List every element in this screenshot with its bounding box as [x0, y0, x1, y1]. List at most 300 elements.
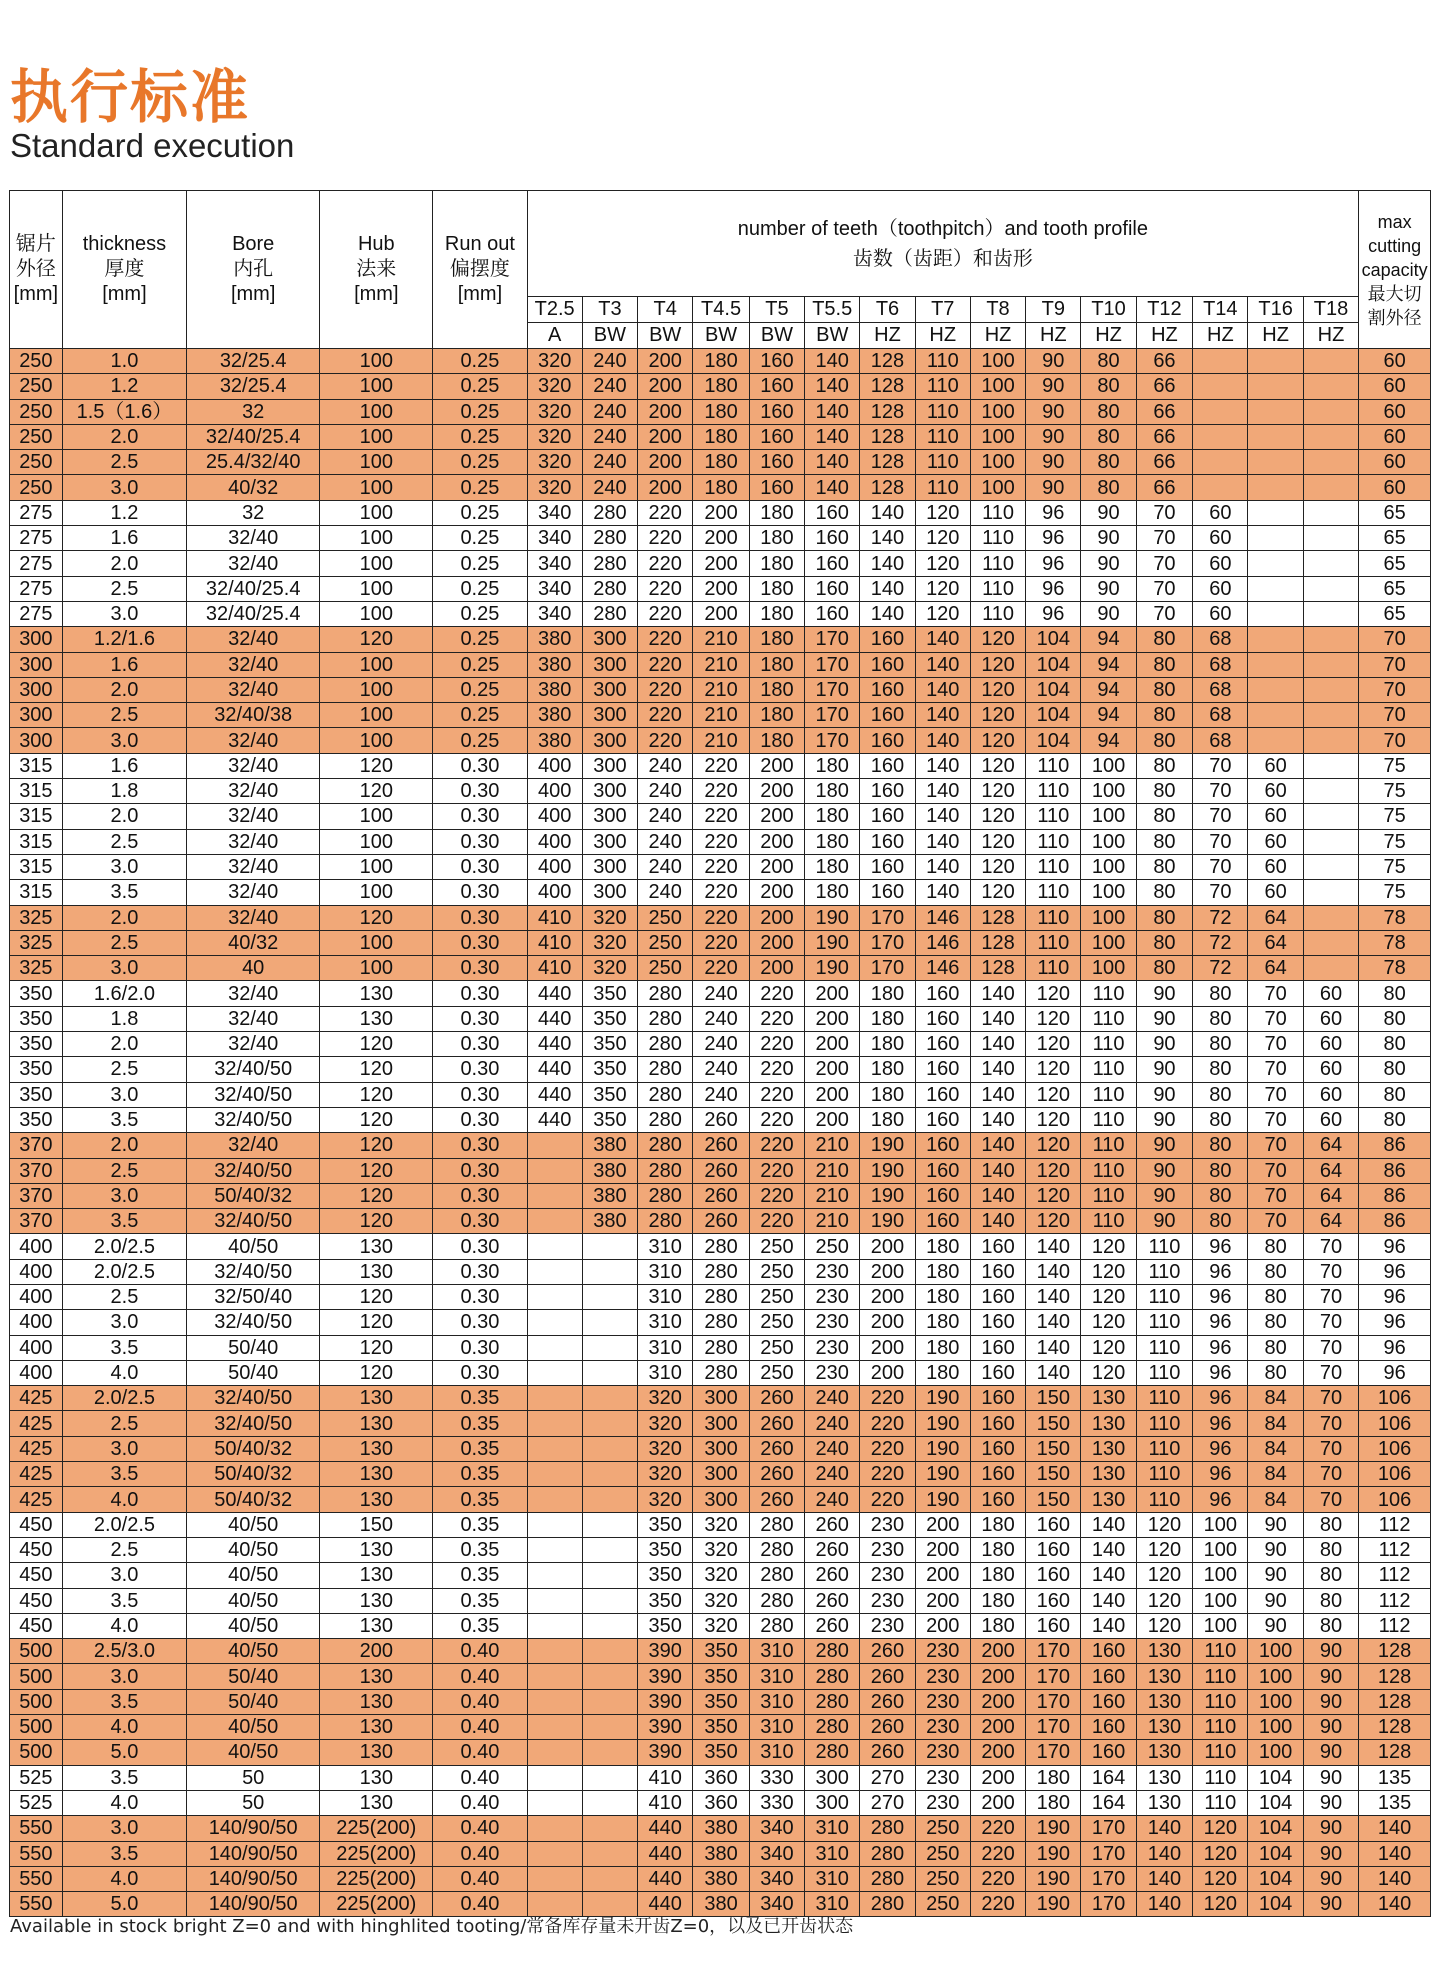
table-cell: 60 — [1193, 551, 1248, 576]
table-cell: 160 — [1026, 1563, 1081, 1588]
table-cell: 270 — [860, 1765, 915, 1790]
profile-header: BW — [749, 323, 804, 349]
table-cell: 250 — [749, 1284, 804, 1309]
table-cell: 120 — [320, 1310, 433, 1335]
table-cell: 180 — [693, 374, 750, 399]
table-cell: 3.0 — [62, 1436, 186, 1461]
table-row — [10, 1715, 1431, 1740]
table-cell: 94 — [1081, 728, 1136, 753]
table-cell — [1303, 703, 1358, 728]
table-cell: 380 — [527, 677, 582, 702]
table-cell: 66 — [1136, 349, 1193, 374]
table-cell: 90 — [1026, 424, 1081, 449]
table-cell: 80 — [1193, 1032, 1248, 1057]
header-capacity: max cutting capacity 最大切 割外径 — [1359, 191, 1431, 349]
table-cell: 230 — [915, 1689, 970, 1714]
table-cell: 100 — [320, 804, 433, 829]
table-cell: 340 — [527, 551, 582, 576]
table-cell: 100 — [320, 500, 433, 525]
table-cell: 120 — [1193, 1841, 1248, 1866]
table-cell: 180 — [749, 551, 804, 576]
table-cell: 220 — [749, 1107, 804, 1132]
table-cell: 220 — [860, 1436, 915, 1461]
table-cell: 170 — [1081, 1892, 1136, 1917]
table-cell: 160 — [970, 1487, 1025, 1512]
table-cell: 170 — [805, 728, 860, 753]
table-cell: 140 — [1026, 1335, 1081, 1360]
table-cell: 390 — [638, 1639, 693, 1664]
table-cell: 120 — [1193, 1816, 1248, 1841]
table-cell — [1303, 399, 1358, 424]
table-cell: 50/40 — [187, 1335, 320, 1360]
table-cell: 300 — [693, 1411, 750, 1436]
table-cell: 32/40/50 — [187, 1158, 320, 1183]
table-cell: 300 — [582, 804, 637, 829]
table-cell: 100 — [320, 677, 433, 702]
table-cell: 220 — [860, 1487, 915, 1512]
table-cell: 330 — [749, 1765, 804, 1790]
table-cell: 230 — [805, 1284, 860, 1309]
table-cell: 410 — [527, 930, 582, 955]
table-cell: 120 — [970, 703, 1025, 728]
table-cell: 315 — [10, 829, 63, 854]
table-cell — [527, 1841, 582, 1866]
table-cell: 120 — [970, 627, 1025, 652]
table-cell: 68 — [1193, 627, 1248, 652]
table-cell: 280 — [805, 1664, 860, 1689]
table-cell: 200 — [805, 1006, 860, 1031]
table-cell: 170 — [1081, 1866, 1136, 1891]
table-cell: 310 — [805, 1841, 860, 1866]
table-cell: 80 — [1359, 1006, 1431, 1031]
table-cell: 340 — [749, 1866, 804, 1891]
table-cell: 140 — [860, 601, 915, 626]
table-cell: 130 — [320, 1462, 433, 1487]
table-cell: 220 — [638, 627, 693, 652]
table-cell: 220 — [749, 1183, 804, 1208]
table-cell: 65 — [1359, 601, 1431, 626]
table-cell: 120 — [915, 526, 970, 551]
table-cell: 190 — [860, 1158, 915, 1183]
table-cell: 120 — [1081, 1234, 1136, 1259]
table-cell: 80 — [1248, 1259, 1303, 1284]
table-cell — [582, 1310, 637, 1335]
table-cell: 330 — [749, 1790, 804, 1815]
table-cell: 60 — [1193, 526, 1248, 551]
table-cell: 96 — [1359, 1259, 1431, 1284]
table-cell: 130 — [1136, 1664, 1193, 1689]
table-cell — [527, 1689, 582, 1714]
table-cell: 425 — [10, 1462, 63, 1487]
table-cell — [1193, 450, 1248, 475]
table-cell: 100 — [1081, 804, 1136, 829]
table-cell: 410 — [638, 1765, 693, 1790]
table-cell: 3.5 — [62, 1107, 186, 1132]
table-cell: 370 — [10, 1183, 63, 1208]
table-cell — [1303, 526, 1358, 551]
table-cell: 180 — [915, 1234, 970, 1259]
table-cell: 160 — [970, 1284, 1025, 1309]
table-cell: 280 — [638, 1006, 693, 1031]
table-cell: 40/50 — [187, 1563, 320, 1588]
table-cell: 400 — [527, 829, 582, 854]
table-cell: 140 — [860, 526, 915, 551]
table-cell: 550 — [10, 1866, 63, 1891]
table-cell: 110 — [915, 424, 970, 449]
table-cell: 180 — [860, 1057, 915, 1082]
table-row — [10, 1639, 1431, 1664]
table-cell — [1303, 728, 1358, 753]
table-cell: 390 — [638, 1664, 693, 1689]
table-cell: 280 — [638, 1133, 693, 1158]
table-cell: 164 — [1081, 1790, 1136, 1815]
table-cell: 150 — [1026, 1411, 1081, 1436]
table-cell: 2.0 — [62, 1133, 186, 1158]
table-cell: 350 — [10, 1107, 63, 1132]
table-cell: 140 — [970, 1133, 1025, 1158]
table-cell: 310 — [638, 1284, 693, 1309]
profile-header: BW — [805, 323, 860, 349]
table-cell: 110 — [1193, 1765, 1248, 1790]
table-cell: 2.5 — [62, 703, 186, 728]
table-cell: 260 — [805, 1512, 860, 1537]
table-cell: 320 — [582, 956, 637, 981]
table-cell: 160 — [860, 854, 915, 879]
table-cell: 2.5 — [62, 1284, 186, 1309]
table-cell — [582, 1335, 637, 1360]
table-cell: 110 — [1026, 930, 1081, 955]
table-cell: 140 — [915, 652, 970, 677]
table-cell: 75 — [1359, 753, 1431, 778]
table-cell: 110 — [970, 551, 1025, 576]
table-cell: 100 — [1248, 1664, 1303, 1689]
table-cell: 120 — [970, 854, 1025, 879]
table-cell: 200 — [749, 956, 804, 981]
table-cell: 90 — [1026, 475, 1081, 500]
table-cell: 0.25 — [433, 728, 527, 753]
table-cell: 70 — [1248, 1057, 1303, 1082]
table-cell: 160 — [915, 1183, 970, 1208]
table-cell: 90 — [1026, 450, 1081, 475]
table-cell: 86 — [1359, 1183, 1431, 1208]
table-cell: 80 — [1193, 1158, 1248, 1183]
table-cell — [1303, 551, 1358, 576]
table-cell: 0.25 — [433, 526, 527, 551]
table-cell: 3.0 — [62, 1082, 186, 1107]
table-cell — [527, 1386, 582, 1411]
table-row — [10, 1082, 1431, 1107]
table-cell — [1303, 880, 1358, 905]
table-cell — [1303, 779, 1358, 804]
table-cell: 3.5 — [62, 1841, 186, 1866]
table-cell: 200 — [638, 475, 693, 500]
table-cell: 120 — [970, 779, 1025, 804]
table-cell: 280 — [693, 1259, 750, 1284]
table-cell: 110 — [1026, 905, 1081, 930]
table-cell: 230 — [805, 1335, 860, 1360]
table-cell: 160 — [970, 1234, 1025, 1259]
table-row — [10, 753, 1431, 778]
table-cell: 96 — [1193, 1259, 1248, 1284]
table-cell: 120 — [1193, 1866, 1248, 1891]
table-cell: 96 — [1193, 1386, 1248, 1411]
table-cell: 120 — [1136, 1588, 1193, 1613]
table-cell: 100 — [1081, 779, 1136, 804]
table-cell: 2.0 — [62, 905, 186, 930]
table-cell — [527, 1209, 582, 1234]
table-cell: 90 — [1303, 1816, 1358, 1841]
pitch-header: T4.5 — [693, 297, 750, 323]
table-cell: 110 — [1136, 1487, 1193, 1512]
table-cell: 200 — [749, 804, 804, 829]
table-cell: 70 — [1248, 1209, 1303, 1234]
table-cell: 96 — [1359, 1335, 1431, 1360]
table-cell: 170 — [1081, 1841, 1136, 1866]
table-cell: 110 — [1081, 1082, 1136, 1107]
table-cell: 120 — [1026, 981, 1081, 1006]
table-row — [10, 1765, 1431, 1790]
table-cell — [582, 1563, 637, 1588]
table-cell — [527, 1158, 582, 1183]
table-cell: 170 — [805, 677, 860, 702]
table-cell: 60 — [1359, 424, 1431, 449]
table-cell: 100 — [320, 576, 433, 601]
table-cell — [1193, 399, 1248, 424]
table-cell: 96 — [1359, 1360, 1431, 1385]
table-cell: 300 — [10, 703, 63, 728]
table-cell: 160 — [1081, 1664, 1136, 1689]
table-cell: 130 — [1081, 1462, 1136, 1487]
table-cell: 180 — [805, 753, 860, 778]
table-cell: 104 — [1026, 728, 1081, 753]
table-cell — [527, 1588, 582, 1613]
table-cell: 240 — [693, 1082, 750, 1107]
table-cell: 220 — [749, 1032, 804, 1057]
table-cell: 80 — [1136, 753, 1193, 778]
table-cell: 94 — [1081, 703, 1136, 728]
table-cell: 0.30 — [433, 930, 527, 955]
table-cell: 200 — [970, 1715, 1025, 1740]
table-cell: 210 — [805, 1133, 860, 1158]
table-cell: 70 — [1136, 576, 1193, 601]
table-cell: 140 — [860, 576, 915, 601]
table-cell: 140 — [915, 880, 970, 905]
table-cell: 240 — [693, 981, 750, 1006]
table-cell: 120 — [1026, 1133, 1081, 1158]
table-cell: 350 — [693, 1639, 750, 1664]
table-cell: 128 — [1359, 1689, 1431, 1714]
table-cell: 130 — [320, 1689, 433, 1714]
table-cell: 350 — [638, 1613, 693, 1638]
table-cell: 90 — [1136, 1057, 1193, 1082]
profile-header: BW — [582, 323, 637, 349]
table-cell: 350 — [10, 1006, 63, 1031]
table-cell: 130 — [1081, 1386, 1136, 1411]
table-cell: 104 — [1026, 627, 1081, 652]
table-cell: 220 — [749, 1006, 804, 1031]
table-row — [10, 1613, 1431, 1638]
table-cell: 220 — [693, 905, 750, 930]
table-cell: 65 — [1359, 551, 1431, 576]
table-cell: 32/40 — [187, 804, 320, 829]
table-cell: 80 — [1081, 349, 1136, 374]
table-cell: 80 — [1359, 1057, 1431, 1082]
table-cell: 130 — [320, 1487, 433, 1512]
table-cell: 80 — [1303, 1512, 1358, 1537]
table-cell: 170 — [1026, 1639, 1081, 1664]
table-cell: 1.2 — [62, 500, 186, 525]
table-cell: 180 — [749, 601, 804, 626]
table-cell: 80 — [1081, 374, 1136, 399]
table-cell: 190 — [915, 1436, 970, 1461]
table-row — [10, 981, 1431, 1006]
table-cell: 315 — [10, 804, 63, 829]
table-cell: 100 — [320, 703, 433, 728]
table-cell: 140 — [805, 399, 860, 424]
table-cell: 140 — [970, 1209, 1025, 1234]
table-cell: 80 — [1193, 981, 1248, 1006]
table-cell: 0.35 — [433, 1411, 527, 1436]
table-cell: 90 — [1303, 1866, 1358, 1891]
table-cell: 500 — [10, 1664, 63, 1689]
table-row — [10, 1259, 1431, 1284]
table-cell: 100 — [970, 475, 1025, 500]
table-cell: 160 — [860, 728, 915, 753]
table-cell: 160 — [970, 1386, 1025, 1411]
table-cell: 130 — [320, 1234, 433, 1259]
table-cell: 200 — [638, 424, 693, 449]
table-cell: 90 — [1136, 1082, 1193, 1107]
table-cell: 0.35 — [433, 1462, 527, 1487]
table-cell: 160 — [860, 880, 915, 905]
table-cell: 1.6 — [62, 753, 186, 778]
table-cell: 220 — [638, 551, 693, 576]
table-cell: 110 — [915, 374, 970, 399]
table-cell: 240 — [693, 1032, 750, 1057]
table-cell: 190 — [1026, 1866, 1081, 1891]
table-row — [10, 1462, 1431, 1487]
table-cell: 106 — [1359, 1436, 1431, 1461]
table-row — [10, 1537, 1431, 1562]
table-cell: 240 — [582, 399, 637, 424]
table-cell: 0.30 — [433, 1183, 527, 1208]
pitch-header: T9 — [1026, 297, 1081, 323]
table-cell: 260 — [749, 1462, 804, 1487]
table-cell: 128 — [860, 349, 915, 374]
table-cell: 110 — [1081, 1209, 1136, 1234]
table-cell: 40/50 — [187, 1715, 320, 1740]
table-cell — [1248, 399, 1303, 424]
table-cell: 310 — [638, 1259, 693, 1284]
table-cell: 150 — [1026, 1487, 1081, 1512]
table-cell: 350 — [582, 1082, 637, 1107]
table-cell: 320 — [582, 905, 637, 930]
table-cell: 180 — [915, 1284, 970, 1309]
table-cell: 280 — [749, 1512, 804, 1537]
table-cell: 250 — [10, 349, 63, 374]
table-cell: 150 — [1026, 1436, 1081, 1461]
table-cell: 400 — [527, 804, 582, 829]
table-cell: 110 — [1193, 1740, 1248, 1765]
table-cell: 100 — [1248, 1715, 1303, 1740]
table-cell: 120 — [320, 753, 433, 778]
table-cell: 250 — [749, 1335, 804, 1360]
table-cell: 104 — [1026, 677, 1081, 702]
table-cell — [527, 1335, 582, 1360]
table-cell: 100 — [1081, 854, 1136, 879]
table-cell: 320 — [693, 1537, 750, 1562]
table-cell: 0.40 — [433, 1841, 527, 1866]
table-cell: 90 — [1248, 1537, 1303, 1562]
table-cell: 180 — [805, 829, 860, 854]
table-cell: 100 — [320, 399, 433, 424]
table-cell: 250 — [915, 1866, 970, 1891]
table-cell: 160 — [860, 627, 915, 652]
table-cell: 525 — [10, 1790, 63, 1815]
table-cell: 120 — [1026, 1209, 1081, 1234]
table-cell — [1303, 956, 1358, 981]
table-cell: 128 — [860, 475, 915, 500]
table-cell: 370 — [10, 1158, 63, 1183]
table-cell: 120 — [970, 677, 1025, 702]
table-cell: 120 — [1081, 1284, 1136, 1309]
table-cell: 200 — [860, 1335, 915, 1360]
pitch-header: T16 — [1248, 297, 1303, 323]
table-cell: 200 — [970, 1765, 1025, 1790]
table-cell: 96 — [1193, 1335, 1248, 1360]
table-cell: 200 — [860, 1360, 915, 1385]
table-cell: 260 — [749, 1386, 804, 1411]
table-cell: 160 — [860, 779, 915, 804]
table-cell: 32/40 — [187, 854, 320, 879]
table-cell: 100 — [1193, 1563, 1248, 1588]
table-cell: 160 — [970, 1310, 1025, 1335]
table-cell: 96 — [1359, 1310, 1431, 1335]
table-cell: 120 — [1193, 1892, 1248, 1917]
table-cell: 260 — [860, 1664, 915, 1689]
table-cell: 160 — [970, 1462, 1025, 1487]
table-row — [10, 500, 1431, 525]
table-cell: 130 — [320, 1613, 433, 1638]
profile-header: HZ — [1081, 323, 1136, 349]
table-cell: 300 — [693, 1487, 750, 1512]
table-cell: 310 — [749, 1689, 804, 1714]
table-cell: 120 — [1026, 1082, 1081, 1107]
table-cell: 90 — [1303, 1740, 1358, 1765]
table-cell: 96 — [1026, 551, 1081, 576]
table-cell — [1248, 424, 1303, 449]
table-cell: 230 — [805, 1360, 860, 1385]
table-cell: 0.25 — [433, 627, 527, 652]
table-cell: 1.8 — [62, 779, 186, 804]
table-row — [10, 576, 1431, 601]
table-cell: 32/40 — [187, 1032, 320, 1057]
table-cell: 300 — [582, 703, 637, 728]
table-cell: 80 — [1248, 1335, 1303, 1360]
table-cell: 180 — [860, 1082, 915, 1107]
table-cell — [582, 1664, 637, 1689]
table-cell: 160 — [1081, 1689, 1136, 1714]
table-cell: 84 — [1248, 1436, 1303, 1461]
table-cell: 400 — [10, 1284, 63, 1309]
table-cell: 310 — [638, 1360, 693, 1385]
table-cell: 2.5 — [62, 829, 186, 854]
table-cell: 0.30 — [433, 905, 527, 930]
table-cell: 130 — [320, 1664, 433, 1689]
table-cell: 160 — [915, 1032, 970, 1057]
table-cell: 200 — [638, 399, 693, 424]
table-cell: 160 — [805, 601, 860, 626]
